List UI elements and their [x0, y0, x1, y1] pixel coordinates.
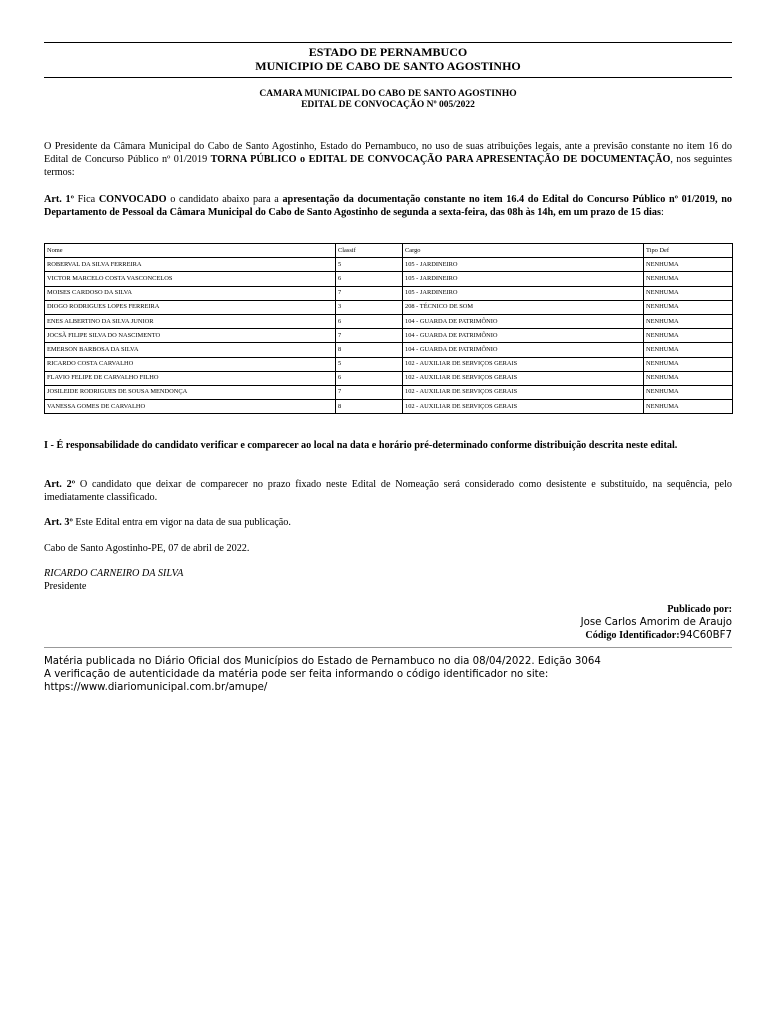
article-2-text: O candidato que deixar de comparecer no prazo fixado neste Edital de Nomeação será considerado como desistente e substituído, na sequência, pelo imediatamente classificado. [44, 479, 733, 503]
cell-classif: 7 [336, 286, 403, 300]
cell-tipo-def: NENHUMA [644, 314, 733, 328]
code-label: Código Identificador: [585, 630, 680, 641]
article-1-label: Art. 1º [44, 194, 74, 205]
article-2 [44, 478, 732, 504]
column-header-tipo-def: Tipo Def [644, 244, 733, 258]
article-3 [44, 516, 732, 529]
cell-cargo: 102 - AUXILIAR DE SERVIÇOS GERAIS [403, 400, 644, 414]
table-row [45, 314, 733, 328]
table-row [45, 400, 733, 414]
signatory-role: Presidente [44, 581, 87, 592]
column-header-cargo: Cargo [403, 244, 644, 258]
cell-classif: 7 [336, 385, 403, 399]
cell-classif: 6 [336, 272, 403, 286]
cell-nome: EMERSON BARBOSA DA SILVA [45, 343, 336, 357]
identifier-code: 94C60BF7 [679, 630, 732, 641]
cell-cargo: 102 - AUXILIAR DE SERVIÇOS GERAIS [403, 385, 644, 399]
cell-nome: ROBERVAL DA SILVA FERREIRA [45, 258, 336, 272]
cell-cargo: 105 - JARDINEIRO [403, 258, 644, 272]
table-row [45, 371, 733, 385]
table-row [45, 385, 733, 399]
municipality-title: MUNICIPIO DE CABO DE SANTO AGOSTINHO [255, 59, 521, 73]
column-header-nome: Nome [45, 244, 336, 258]
cell-tipo-def: NENHUMA [644, 385, 733, 399]
cell-nome: RICARDO COSTA CARVALHO [45, 357, 336, 371]
publisher-name: Jose Carlos Amorim de Araujo [580, 617, 732, 628]
subheader-block [44, 89, 732, 111]
date-text: Cabo de Santo Agostinho-PE, 07 de abril de 2022. [44, 543, 250, 554]
candidates-table-wrap [44, 243, 732, 414]
convocado-word: CONVOCADO [98, 194, 167, 205]
cell-classif: 6 [336, 314, 403, 328]
article-3-text: Este Edital entra em vigor na data de sua publicação. [72, 517, 291, 528]
intro-bold-text: TORNA PÚBLICO o EDITAL DE CONVOCAÇÃO PARA APRESENTAÇÃO DE DOCUMENTAÇÃO [210, 154, 671, 165]
cell-nome: FLAVIO FELIPE DE CARVALHO FILHO [45, 371, 336, 385]
table-body [45, 258, 733, 414]
signature-block [44, 567, 732, 593]
cell-classif: 7 [336, 329, 403, 343]
state-title: ESTADO DE PERNAMBUCO [308, 45, 468, 59]
cell-tipo-def: NENHUMA [644, 300, 733, 314]
article-2-label: Art. 2º [44, 479, 76, 490]
cell-nome: JOSILEIDE RODRIGUES DE SOUSA MENDONÇA [45, 385, 336, 399]
article-1-bold-text: apresentação da documentação constante no item 16.4 do Edital do Concurso Público nº 01/2019, no Departamento de Pessoal da Câmara Municipal do Cabo de Santo Agostinho de segunda a sexta-feira, das 08h às 14h, em um prazo de 15 dias [44, 194, 733, 218]
published-by-label: Publicado por: [667, 604, 732, 615]
cell-nome: JOCSÃ FILIPE SILVA DO NASCIMENTO [45, 329, 336, 343]
edital-title: EDITAL DE CONVOCAÇÃO Nº 005/2022 [301, 100, 475, 110]
item-1 [44, 439, 732, 452]
item-1-text: É responsabilidade do candidato verificar e comparecer ao local na data e horário pré-determinado conforme distribuição descrita neste edital. [56, 440, 678, 451]
cell-cargo: 208 - TÉCNICO DE SOM [403, 300, 644, 314]
footer-block [44, 655, 732, 694]
cell-classif: 3 [336, 300, 403, 314]
cell-tipo-def: NENHUMA [644, 272, 733, 286]
footer-rule [44, 647, 732, 648]
item-1-prefix: I - [44, 440, 57, 451]
cell-classif: 5 [336, 258, 403, 272]
article-1-text-a: Fica [73, 194, 99, 205]
cell-tipo-def: NENHUMA [644, 371, 733, 385]
article-1-text-b: o candidato abaixo para a [166, 194, 283, 205]
cell-nome: DIOGO RODRIGUES LOPES FERREIRA [45, 300, 336, 314]
cell-tipo-def: NENHUMA [644, 329, 733, 343]
header-block [44, 45, 732, 73]
table-row [45, 300, 733, 314]
cell-classif: 6 [336, 371, 403, 385]
cell-classif: 5 [336, 357, 403, 371]
cell-cargo: 105 - JARDINEIRO [403, 286, 644, 300]
cell-nome: VICTOR MARCELO COSTA VASCONCELOS [45, 272, 336, 286]
cell-tipo-def: NENHUMA [644, 400, 733, 414]
table-row [45, 357, 733, 371]
intro-end-text: , nos seguintes termos: [44, 154, 732, 178]
intro-paragraph [44, 140, 732, 179]
header-bottom-rule [44, 77, 732, 78]
article-1 [44, 193, 732, 219]
footer-publication-line: Matéria publicada no Diário Oficial dos Municípios do Estado de Pernambuco no dia 08/04/2022. Edição 3064 [44, 656, 601, 667]
footer-verification-line: A verificação de autenticidade da matéria pode ser feita informando o código identificador no site: [44, 669, 549, 680]
article-3-label: Art. 3º [44, 517, 73, 528]
candidates-table [44, 243, 733, 414]
cell-cargo: 102 - AUXILIAR DE SERVIÇOS GERAIS [403, 357, 644, 371]
cell-classif: 8 [336, 343, 403, 357]
table-row [45, 343, 733, 357]
column-header-classif: Classif [336, 244, 403, 258]
cell-classif: 8 [336, 400, 403, 414]
date-line [44, 542, 732, 555]
cell-cargo: 104 - GUARDA DE PATRIMÔNIO [403, 343, 644, 357]
publication-block [44, 603, 732, 642]
table-header-row [45, 244, 733, 258]
header-top-rule [44, 42, 732, 43]
cell-nome: MOISES CARDOSO DA SILVA [45, 286, 336, 300]
table-row [45, 286, 733, 300]
cell-tipo-def: NENHUMA [644, 286, 733, 300]
cell-nome: VANESSA GOMES DE CARVALHO [45, 400, 336, 414]
cell-tipo-def: NENHUMA [644, 343, 733, 357]
cell-tipo-def: NENHUMA [644, 357, 733, 371]
cell-cargo: 105 - JARDINEIRO [403, 272, 644, 286]
table-row [45, 272, 733, 286]
cell-tipo-def: NENHUMA [644, 258, 733, 272]
intro-text: O Presidente da Câmara Municipal do Cabo de Santo Agostinho, Estado do Pernambuco, no uso de suas atribuições legais, ante a previsão constante no item 16 do Edital de Concurso Público nº 01/2019 [44, 141, 732, 165]
cell-cargo: 102 - AUXILIAR DE SERVIÇOS GERAIS [403, 371, 644, 385]
article-1-end: : [660, 207, 664, 218]
cell-nome: ENES ALBERTINO DA SILVA JUNIOR [45, 314, 336, 328]
chamber-title: CAMARA MUNICIPAL DO CABO DE SANTO AGOSTINHO [259, 89, 517, 99]
table-row [45, 329, 733, 343]
cell-cargo: 104 - GUARDA DE PATRIMÔNIO [403, 329, 644, 343]
signatory-name: RICARDO CARNEIRO DA SILVA [44, 568, 184, 579]
cell-cargo: 104 - GUARDA DE PATRIMÔNIO [403, 314, 644, 328]
footer-url: https://www.diariomunicipal.com.br/amupe/ [44, 682, 268, 693]
table-row [45, 258, 733, 272]
